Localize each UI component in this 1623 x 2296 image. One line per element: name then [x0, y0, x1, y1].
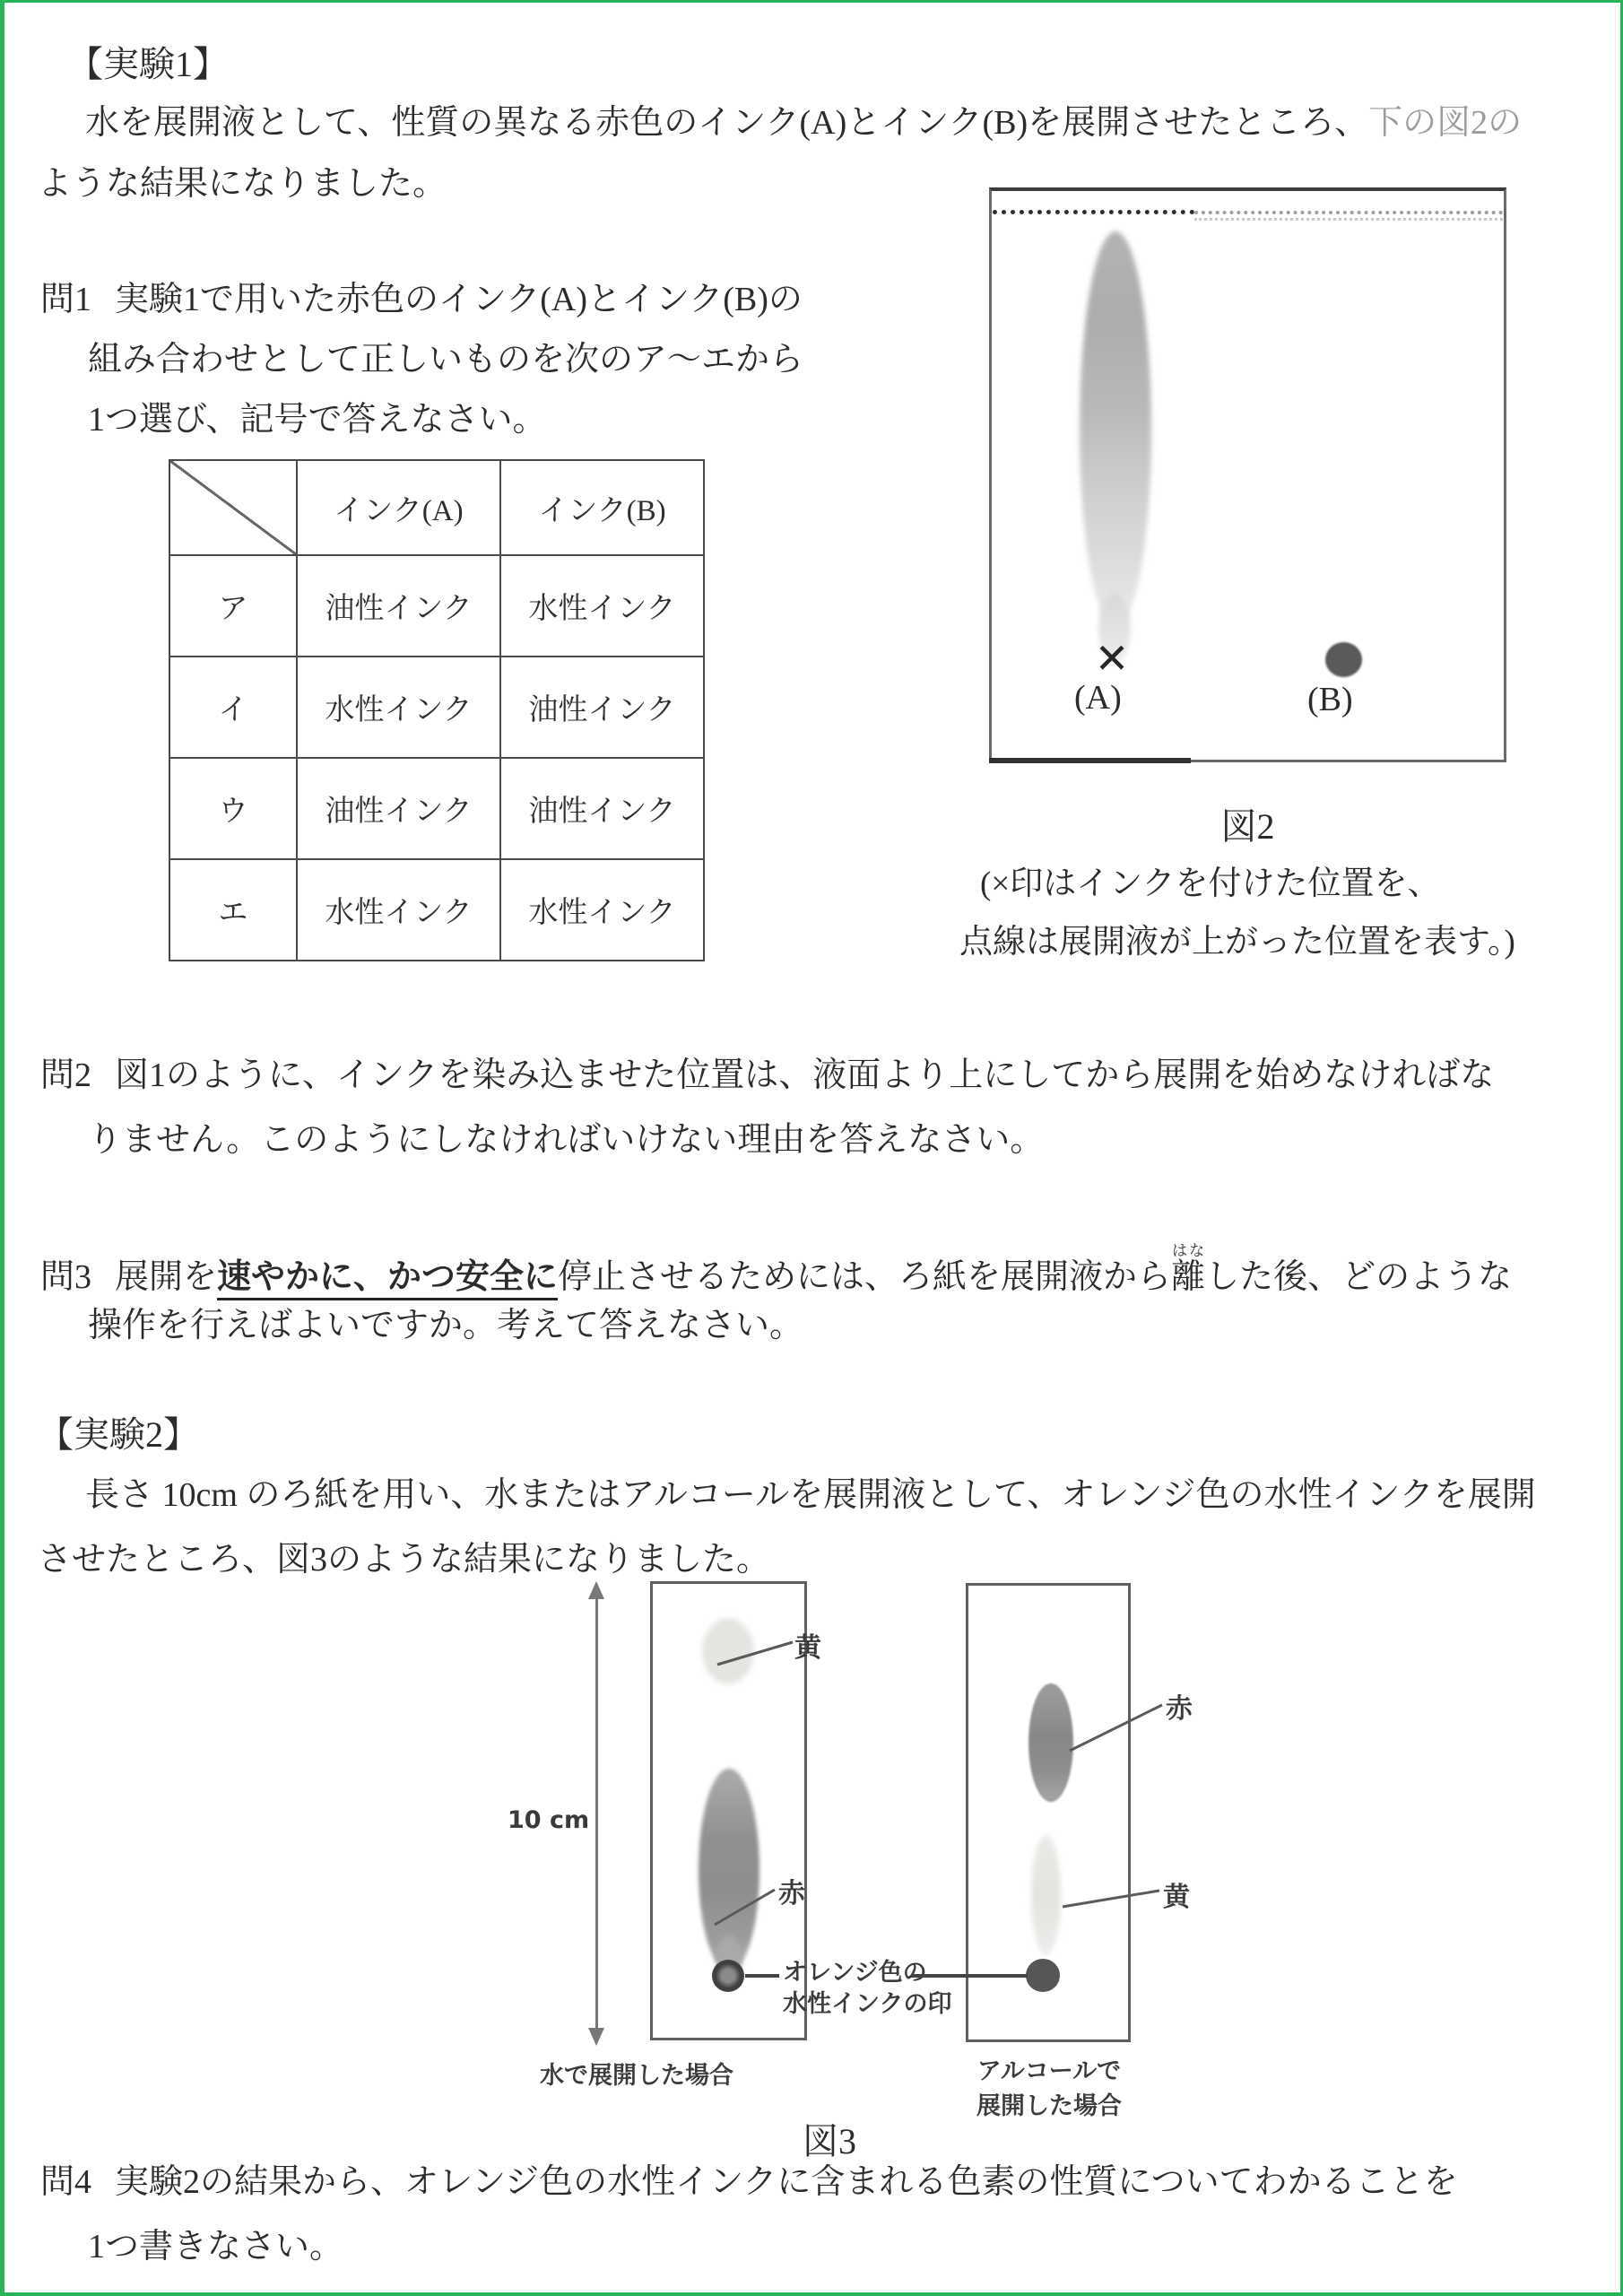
row-label: イ	[169, 657, 297, 758]
intro-line1-main: 水を展開液として、性質の異なる赤色のインク(A)とインク(B)を展開させたところ、	[85, 104, 1369, 142]
experiment2-title: 【実験2】	[38, 1414, 199, 1455]
question4-label: 問4	[40, 2163, 92, 2201]
water-yellow-label: 黄	[794, 1632, 821, 1664]
question4-line2: 1つ書きなさい。	[88, 2228, 344, 2266]
question2-line2: りません。このようにしなければいけない理由を答えなさい。	[88, 1121, 1045, 1159]
alcohol-yellow-label: 黄	[1163, 1882, 1190, 1913]
experiment1-intro-line2: ような結果になりました。	[38, 165, 447, 203]
alcohol-caption-line1: アルコールで	[976, 2057, 1122, 2085]
scale-label-10cm: 10 cm	[508, 1806, 590, 1834]
question1-text1: 実験1で用いた赤色のインク(A)とインク(B)の	[115, 281, 803, 318]
row-ink-b: 油性インク	[500, 657, 704, 758]
experiment1-title: 【実験1】	[67, 44, 229, 84]
row-ink-a: 水性インク	[297, 657, 500, 758]
water-strip-caption: 水で展開した場合	[540, 2062, 733, 2090]
water-red-label: 赤	[778, 1878, 805, 1909]
alcohol-caption-line2: 展開した場合	[976, 2092, 1122, 2121]
row-label: ア	[169, 555, 297, 657]
question3-label: 問3	[40, 1258, 92, 1296]
figure2-note-line2: 点線は展開液が上がった位置を表す。)	[959, 924, 1515, 961]
table-header-ink-a: インク(A)	[297, 460, 500, 555]
row-ink-a: 油性インク	[297, 555, 500, 657]
question2-label: 問2	[40, 1057, 92, 1094]
origin-mark-label-line1: オレンジ色の	[783, 1959, 927, 1987]
row-label: エ	[169, 859, 297, 961]
figure2-label-a: (A)	[1074, 679, 1122, 717]
question3-post: した後、どのような	[1205, 1258, 1513, 1296]
intro-line1-faded: 下の図2の	[1368, 104, 1523, 142]
question4-text1: 実験2の結果から、オレンジ色の水性インクに含まれる色素の性質についてわかることを	[115, 2163, 1458, 2201]
row-ink-a: 油性インク	[297, 758, 500, 859]
question3-mid: 停止させるためには、ろ紙を展開液から	[558, 1258, 1172, 1296]
figure2-note-line1: (×印はインクを付けた位置を、	[980, 865, 1441, 902]
table-header-ink-b: インク(B)	[500, 460, 704, 555]
question3-underlined: 速やかに、かつ安全に	[217, 1258, 558, 1300]
experiment2-line1: 長さ 10cm のろ紙を用い、水またはアルコールを展開液として、オレンジ色の水性インクを展開	[85, 1476, 1536, 1514]
origin-mark-label-line2: 水性インクの印	[783, 1990, 952, 2019]
question3-furigana: はな	[1171, 1242, 1206, 1259]
question3-ruby-base: 離	[1171, 1258, 1206, 1296]
experiment2-line2: させたところ、図3のような結果になりました。	[38, 1541, 771, 1578]
figure2-caption: 図2	[1220, 806, 1275, 847]
question3-pre: 展開を	[115, 1258, 218, 1296]
figure2-label-b: (B)	[1307, 681, 1353, 718]
row-ink-b: 油性インク	[500, 758, 704, 859]
row-ink-b: 水性インク	[500, 859, 704, 961]
question2-text1: 図1のように、インクを染み込ませた位置は、液面より上にしてから展開を始めなければな	[115, 1057, 1495, 1094]
row-ink-a: 水性インク	[297, 859, 500, 961]
question1-line2: 組み合わせとして正しいものを次のア〜エから	[88, 341, 804, 378]
ink-a-origin-x-mark: ✕	[1094, 634, 1130, 683]
row-label: ウ	[169, 758, 297, 859]
question3-line2: 操作を行えばよいですか。考えて答えなさい。	[88, 1307, 804, 1344]
figure3-caption: 図3	[803, 2121, 856, 2161]
question1-line3: 1つ選び、記号で答えなさい。	[88, 401, 547, 439]
row-ink-b: 水性インク	[500, 555, 704, 657]
question1-label: 問1	[40, 281, 92, 318]
alcohol-red-label: 赤	[1166, 1693, 1193, 1725]
